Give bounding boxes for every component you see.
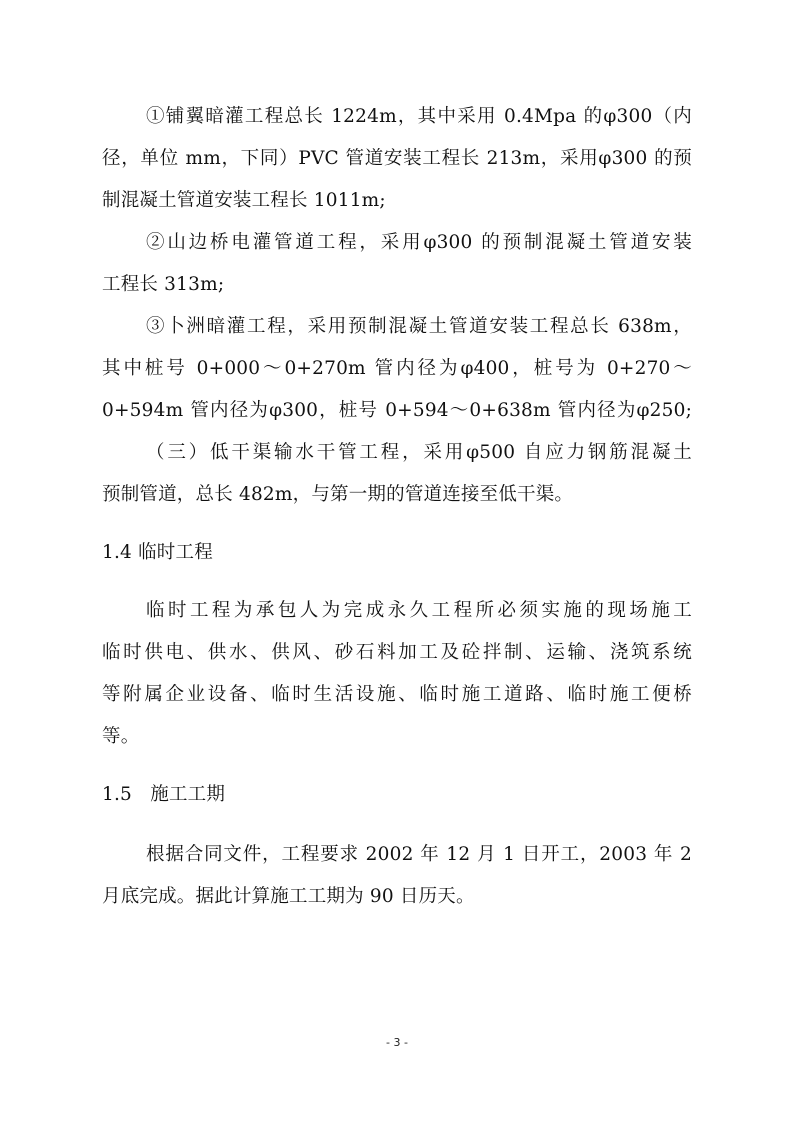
paragraph-2-line-1: ②山边桥电灌管道工程，采用φ300 的预制混凝土管道安装 (146, 232, 692, 253)
paragraph-1-line-1: ①铺翼暗灌工程总长 1224m，其中采用 0.4Mpa 的φ300（内 (146, 106, 692, 127)
paragraph-3-line-2: 其中桩号 0+000～0+270m 管内径为φ400，桩号为 0+270～ (102, 358, 692, 379)
paragraph-3-line-1: ③卜洲暗灌工程，采用预制混凝土管道安装工程总长 638m， (146, 316, 692, 337)
paragraph-1-line-2: 径，单位 mm，下同）PVC 管道安装工程长 213m，采用φ300 的预 (102, 148, 692, 169)
page-number: - 3 - (386, 1036, 408, 1049)
paragraph-2-line-2: 工程长 313m; (102, 274, 225, 295)
paragraph-3-line-3: 0+594m 管内径为φ300，桩号 0+594～0+638m 管内径为φ250; (102, 400, 692, 421)
paragraph-4-line-1: （三）低干渠输水干管工程，采用φ500 自应力钢筋混凝土 (146, 442, 692, 463)
section-1-5-line-1: 根据合同文件，工程要求 2002 年 12 月 1 日开工，2003 年 2 (146, 844, 692, 865)
section-1-4-line-4: 等。 (102, 726, 140, 747)
section-1-4-line-3: 等附属企业设备、临时生活设施、临时施工道路、临时施工便桥 (102, 684, 692, 705)
paragraph-4-line-2: 预制管道，总长 482m，与第一期的管道连接至低干渠。 (102, 484, 574, 505)
section-1-5-heading: 1.5 施工工期 (102, 784, 226, 805)
section-1-4-heading: 1.4 临时工程 (102, 542, 213, 563)
section-1-4-line-2: 临时供电、供水、供风、砂石料加工及砼拌制、运输、浇筑系统 (102, 642, 692, 663)
section-1-4-line-1: 临时工程为承包人为完成永久工程所必须实施的现场施工 (146, 600, 692, 621)
paragraph-1-line-3: 制混凝土管道安装工程长 1011m; (102, 190, 386, 211)
section-1-5-line-2: 月底完成。据此计算施工工期为 90 日历天。 (102, 886, 475, 907)
